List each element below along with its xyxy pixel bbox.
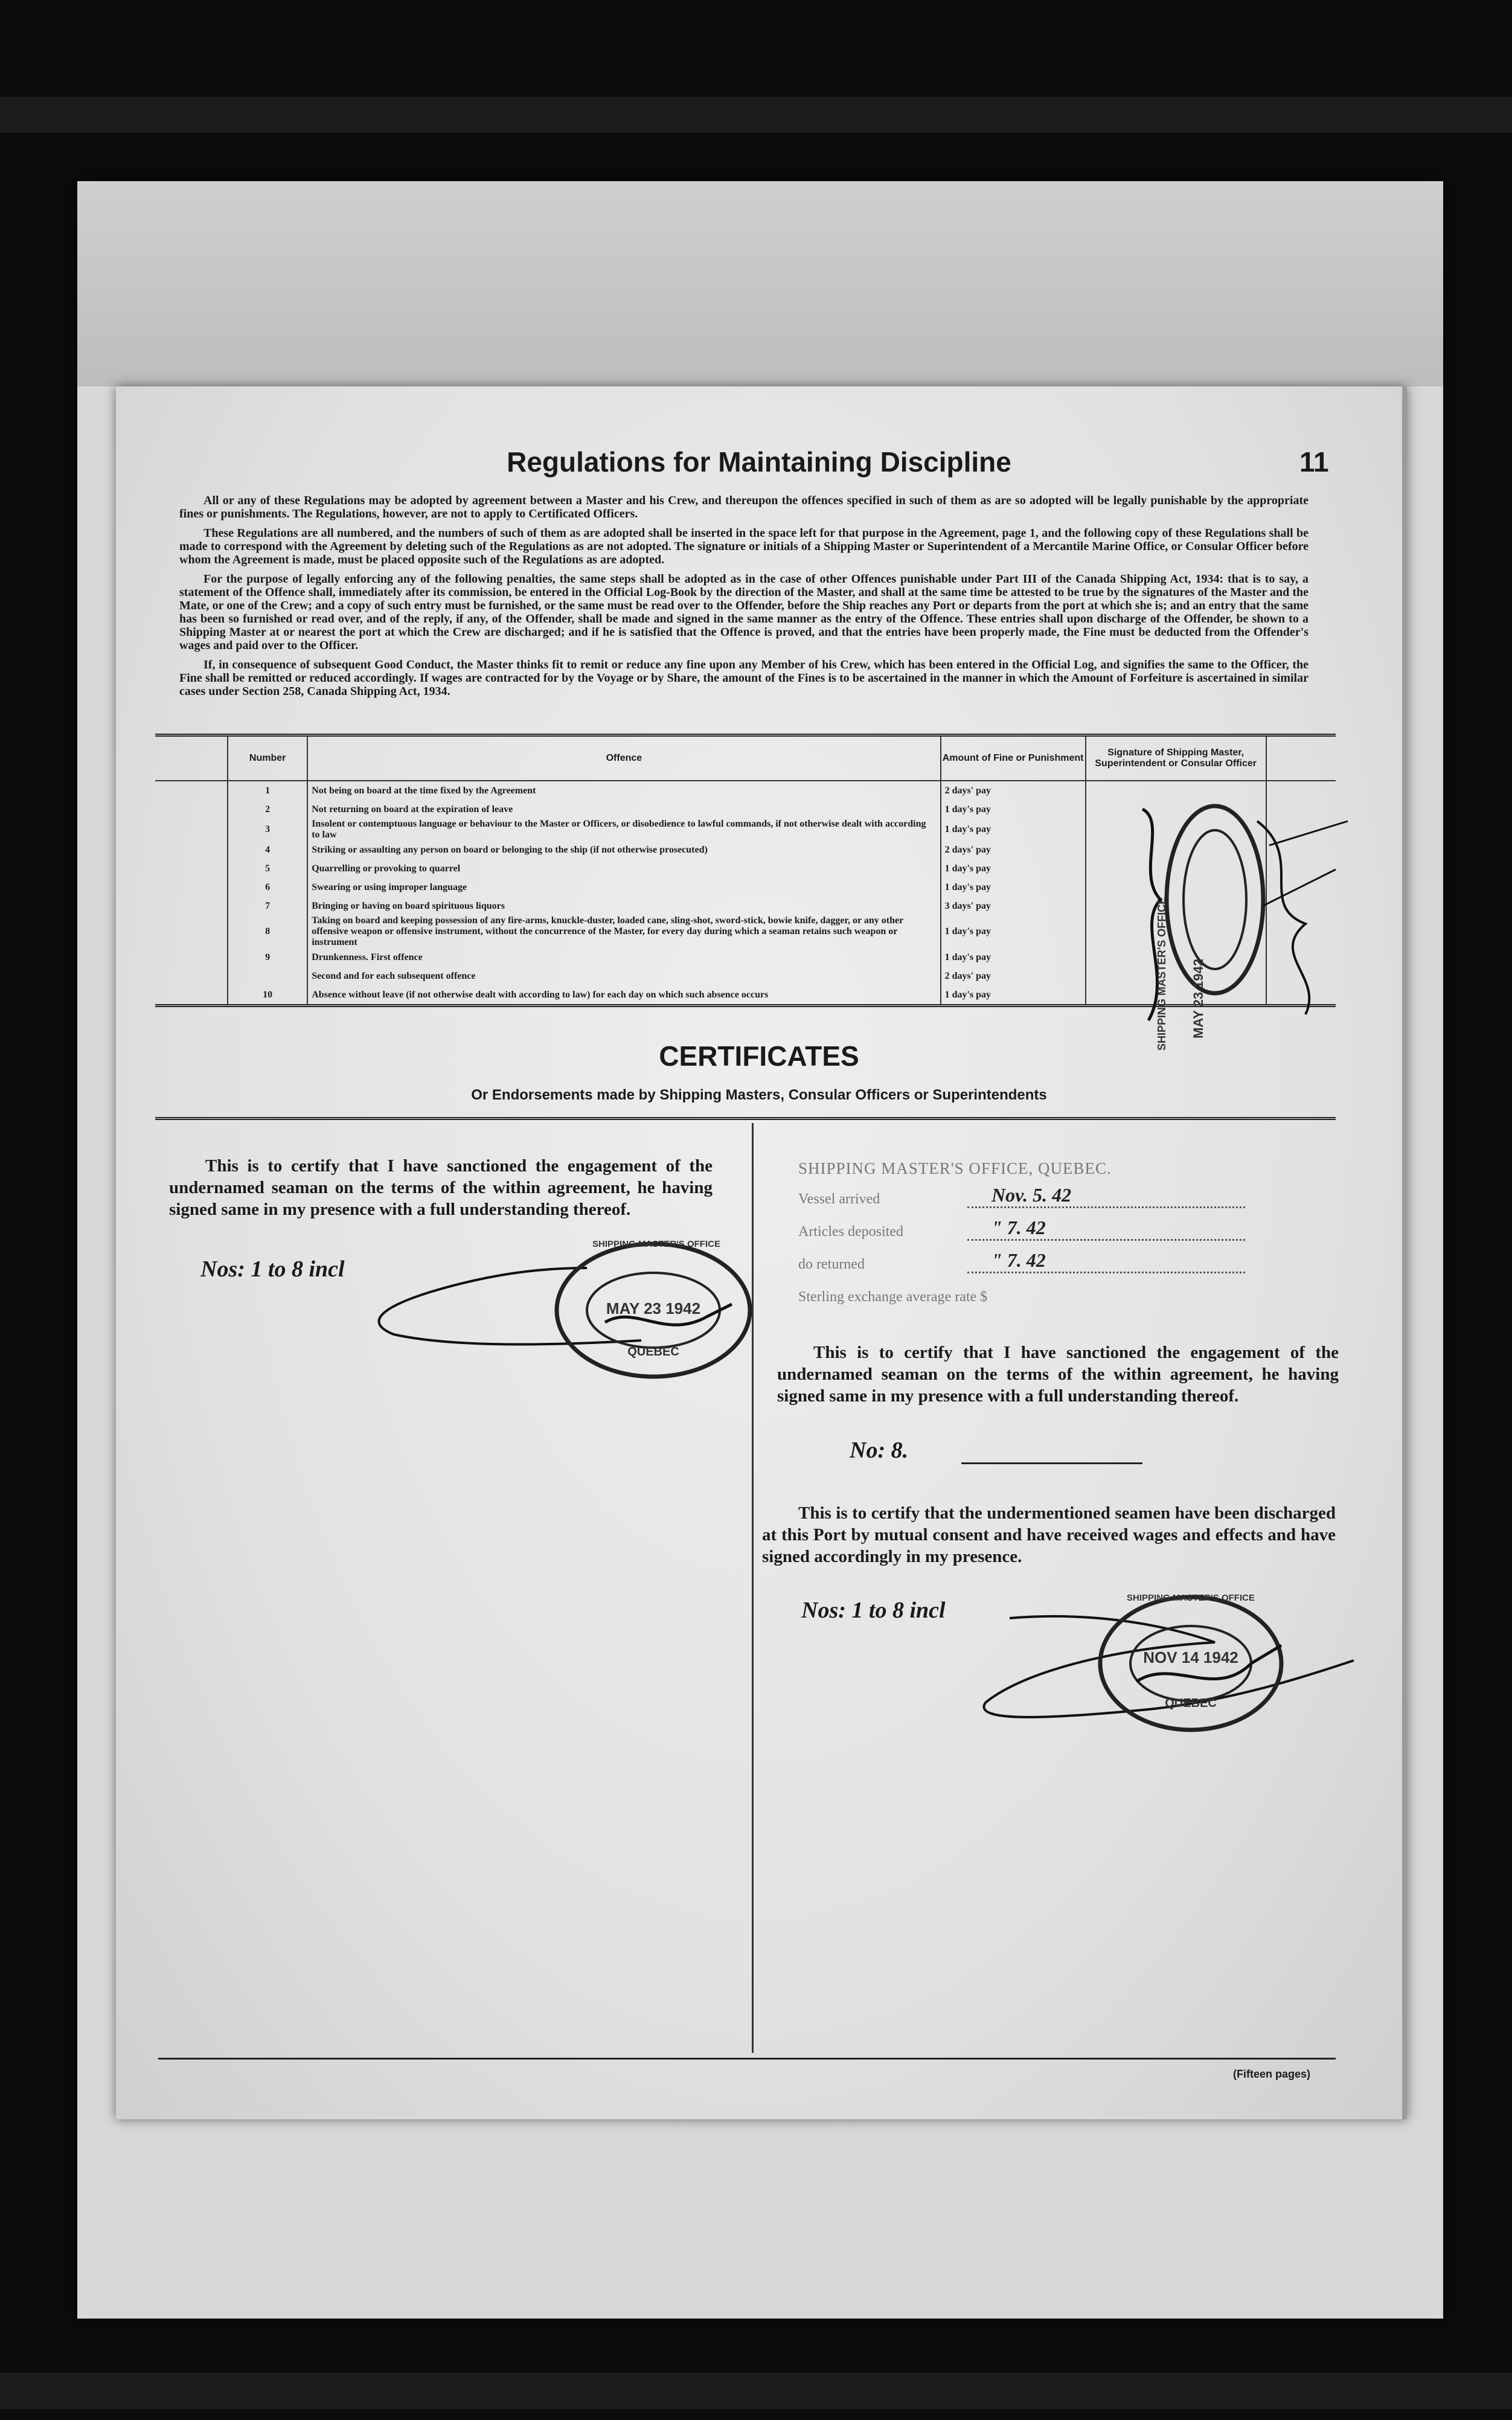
offence-cell: Bringing or having on board spirituous liquors [307, 897, 940, 915]
footer-note: (Fifteen pages) [1233, 2068, 1311, 2080]
offence-cell: Second and for each subsequent offence [307, 967, 940, 985]
office-row-value: " 7. 42 [967, 1217, 1245, 1241]
engagement-line [961, 1462, 1142, 1464]
table-stamp-office-text: SHIPPING MASTER'S OFFICE [1156, 897, 1168, 1051]
blank-cell [155, 967, 228, 985]
certificates-rule [155, 1117, 1336, 1120]
right-stamp-city: QUEBEC [1165, 1697, 1217, 1710]
left-stamp-city: QUEBEC [627, 1345, 679, 1359]
signature-header: Signature of Shipping Master, Superintendent or Consular Officer [1086, 735, 1266, 781]
office-row-label: do returned [798, 1256, 865, 1272]
office-row-label: Articles deposited [798, 1224, 903, 1240]
intro-text [179, 494, 1309, 704]
left-certificate-text: This is to certify that I have sanctioned the engagement of the undernamed seaman on the terms of the within agreement, he having signed same in my presence with a full understanding thereof. [169, 1156, 713, 1219]
office-row [798, 1218, 1221, 1250]
right-discharge-text: This is to certify that the undermentioned seamen have been discharged at this Port by mutual consent and have received wages and effects and have signed accordingly in my presence. [762, 1503, 1336, 1566]
blank-cell [155, 819, 228, 840]
page-title: Regulations for Maintaining Discipline [507, 446, 1011, 478]
blank-cell [155, 985, 228, 1006]
intro-paragraph: If, in consequence of subsequent Good Conduct, the Master thinks fit to remit or reduce any fine upon any Member of his Crew, which has been entered in the Official Log, and signifies the same to the Officer, the Fine shall be remitted or reduced accordingly. If wages are contracted for by the Voyage or by Share, the amount of the Fines is to be ascertained in the manner in which the Amount of Forfeiture is ascertained in similar cases under Section 258, Canada Shipping Act, 1934. [179, 658, 1309, 698]
certificates-subtitle: Or Endorsements made by Shipping Masters, Consular Officers or Superintendents [471, 1087, 1047, 1103]
left-stamp-office: SHIPPING MASTER'S OFFICE [592, 1239, 720, 1249]
blank-cell [155, 948, 228, 967]
offence-cell: Insolent or contemptuous language or behaviour to the Master or Officers, or disobedience to lawful commands, if not otherwise dealt with according to law [307, 819, 940, 840]
fine-header: Amount of Fine or Punishment [941, 735, 1086, 781]
number-cell: 2 [228, 800, 307, 819]
document-page [116, 386, 1407, 2119]
offence-cell: Not being on board at the time fixed by the Agreement [307, 781, 940, 800]
right-stamp-date: NOV 14 1942 [1143, 1648, 1238, 1666]
right-stamp-office: SHIPPING MASTER'S OFFICE [1127, 1593, 1255, 1603]
offence-cell: Absence without leave (if not otherwise dealt with according to law) for each day on which such absence occurs [307, 985, 940, 1006]
right-engagement-handwritten: No: 8. [850, 1438, 909, 1463]
certificates-title: CERTIFICATES [659, 1040, 859, 1072]
folder-backing-top [77, 181, 1443, 386]
exchange-label: Sterling exchange average rate $ [798, 1289, 988, 1305]
number-cell: 5 [228, 859, 307, 878]
table-stamp-office [1156, 882, 1192, 1051]
number-cell: 6 [228, 878, 307, 897]
intro-paragraph: All or any of these Regulations may be adopted by agreement between a Master and his Crew, and thereupon the offences specified in such of them as are so adopted will be legally punishable by the appropriate fines or punishments. The Regulations, however, are not to apply to Certificated Officers. [179, 494, 1309, 520]
number-cell: 3 [228, 819, 307, 840]
film-edge-bottom [0, 2373, 1512, 2409]
office-block [798, 1159, 1221, 1316]
fine-cell: 1 day's pay [941, 878, 1086, 897]
page-number: 11 [1299, 446, 1329, 478]
blank-cell [155, 781, 228, 800]
fine-cell: 3 days' pay [941, 897, 1086, 915]
offence-cell: Drunkenness. First offence [307, 948, 940, 967]
fine-cell: 1 day's pay [941, 859, 1086, 878]
footer-rule [158, 2058, 1336, 2060]
office-row-value: " 7. 42 [967, 1249, 1245, 1273]
blank-cell [155, 915, 228, 948]
office-row [798, 1185, 1221, 1218]
number-cell: 1 [228, 781, 307, 800]
tail-header [1266, 735, 1336, 781]
office-heading: SHIPPING MASTER'S OFFICE, QUEBEC. [798, 1159, 1112, 1177]
fine-cell: 1 day's pay [941, 800, 1086, 819]
office-row-label: Vessel arrived [798, 1191, 880, 1207]
number-cell: 7 [228, 897, 307, 915]
table-stamp-label [1191, 894, 1239, 1039]
offence-cell: Striking or assaulting any person on board or belonging to the ship (if not otherwise prosecuted) [307, 840, 940, 859]
offence-cell: Not returning on board at the expiration of leave [307, 800, 940, 819]
fine-cell: 1 day's pay [941, 948, 1086, 967]
right-discharge-handwritten: Nos: 1 to 8 incl [801, 1598, 946, 1623]
table-header-row [155, 735, 1336, 781]
fine-cell: 2 days' pay [941, 967, 1086, 985]
right-engagement-text: This is to certify that I have sanctioned the engagement of the undernamed seaman on the terms of the within agreement, he having signed same in my presence with a full understanding thereof. [777, 1343, 1339, 1406]
number-header: Number [228, 735, 307, 781]
number-cell: 9 [228, 948, 307, 967]
fine-cell: 1 day's pay [941, 985, 1086, 1006]
offence-cell: Taking on board and keeping possession of any fire-arms, knuckle-duster, loaded cane, sling-shot, sword-stick, bowie knife, dagger, or any other offensive weapon or offensive instrument, without the concurrence of the Master, for every day during which a seaman retains such weapon or instrument [307, 915, 940, 948]
office-row-value: Nov. 5. 42 [967, 1184, 1245, 1208]
blank-cell [155, 800, 228, 819]
blank-cell [155, 859, 228, 878]
table-stamp-date: MAY 23 1942 [1191, 958, 1206, 1039]
offence-cell: Quarrelling or provoking to quarrel [307, 859, 940, 878]
intro-paragraph: For the purpose of legally enforcing any of the following penalties, the same steps shall be adopted as in the case of other Offences punishable under Part III of the Canada Shipping Act, 1934: that is to say, a statement of the Offence shall, immediately after its commission, be entered in the Official Log-Book by the direction of the Master, and shall at the same time be attested to be true by the signatures of the Master and the Mate, or one of the Crew; and a copy of such entry must be furnished, or the same must be read over to the Offender, before the Ship reaches any Port or departs from the port at which she is; and an entry that the same has been so furnished or read over, and of the reply, if any, of the Offender, shall be made and signed in the same manner as the entry of the Offence. These entries shall upon discharge of the Offender, be shown to a Shipping Master at or nearest the port at which the Crew are discharged; and if he is satisfied that the Offence is proved, and that the entries have been properly made, the Fine must be deducted from the Offender's wages and paid over to the Officer. [179, 572, 1309, 652]
blank-cell [155, 878, 228, 897]
number-cell: 8 [228, 915, 307, 948]
blank-header [155, 735, 228, 781]
fine-cell: 1 day's pay [941, 915, 1086, 948]
film-edge-top [0, 97, 1512, 133]
fine-cell: 1 day's pay [941, 819, 1086, 840]
intro-paragraph: These Regulations are all numbered, and the numbers of such of them as are adopted shall be inserted in the space left for that purpose in the Agreement, page 1, and the following copy of these Regulations shall be made to correspond with the Agreement by deleting such of the Regulations as are not adopted. The signature or initials of a Shipping Master or Superintendent of a Mercantile Marine Office, or Consular Officer before whom the Agreement is made, must be placed opposite such of the Regulations as are adopted. [179, 527, 1309, 566]
offence-cell: Swearing or using improper language [307, 878, 940, 897]
office-row [798, 1250, 1221, 1283]
number-cell [228, 967, 307, 985]
office-row [798, 1283, 1221, 1316]
blank-cell [155, 840, 228, 859]
offence-header: Offence [307, 735, 940, 781]
number-cell: 4 [228, 840, 307, 859]
fine-cell: 2 days' pay [941, 840, 1086, 859]
fine-cell: 2 days' pay [941, 781, 1086, 800]
left-handwritten-note: Nos: 1 to 8 incl [200, 1256, 345, 1282]
number-cell: 10 [228, 985, 307, 1006]
left-stamp-date: MAY 23 1942 [606, 1299, 701, 1317]
blank-cell [155, 897, 228, 915]
